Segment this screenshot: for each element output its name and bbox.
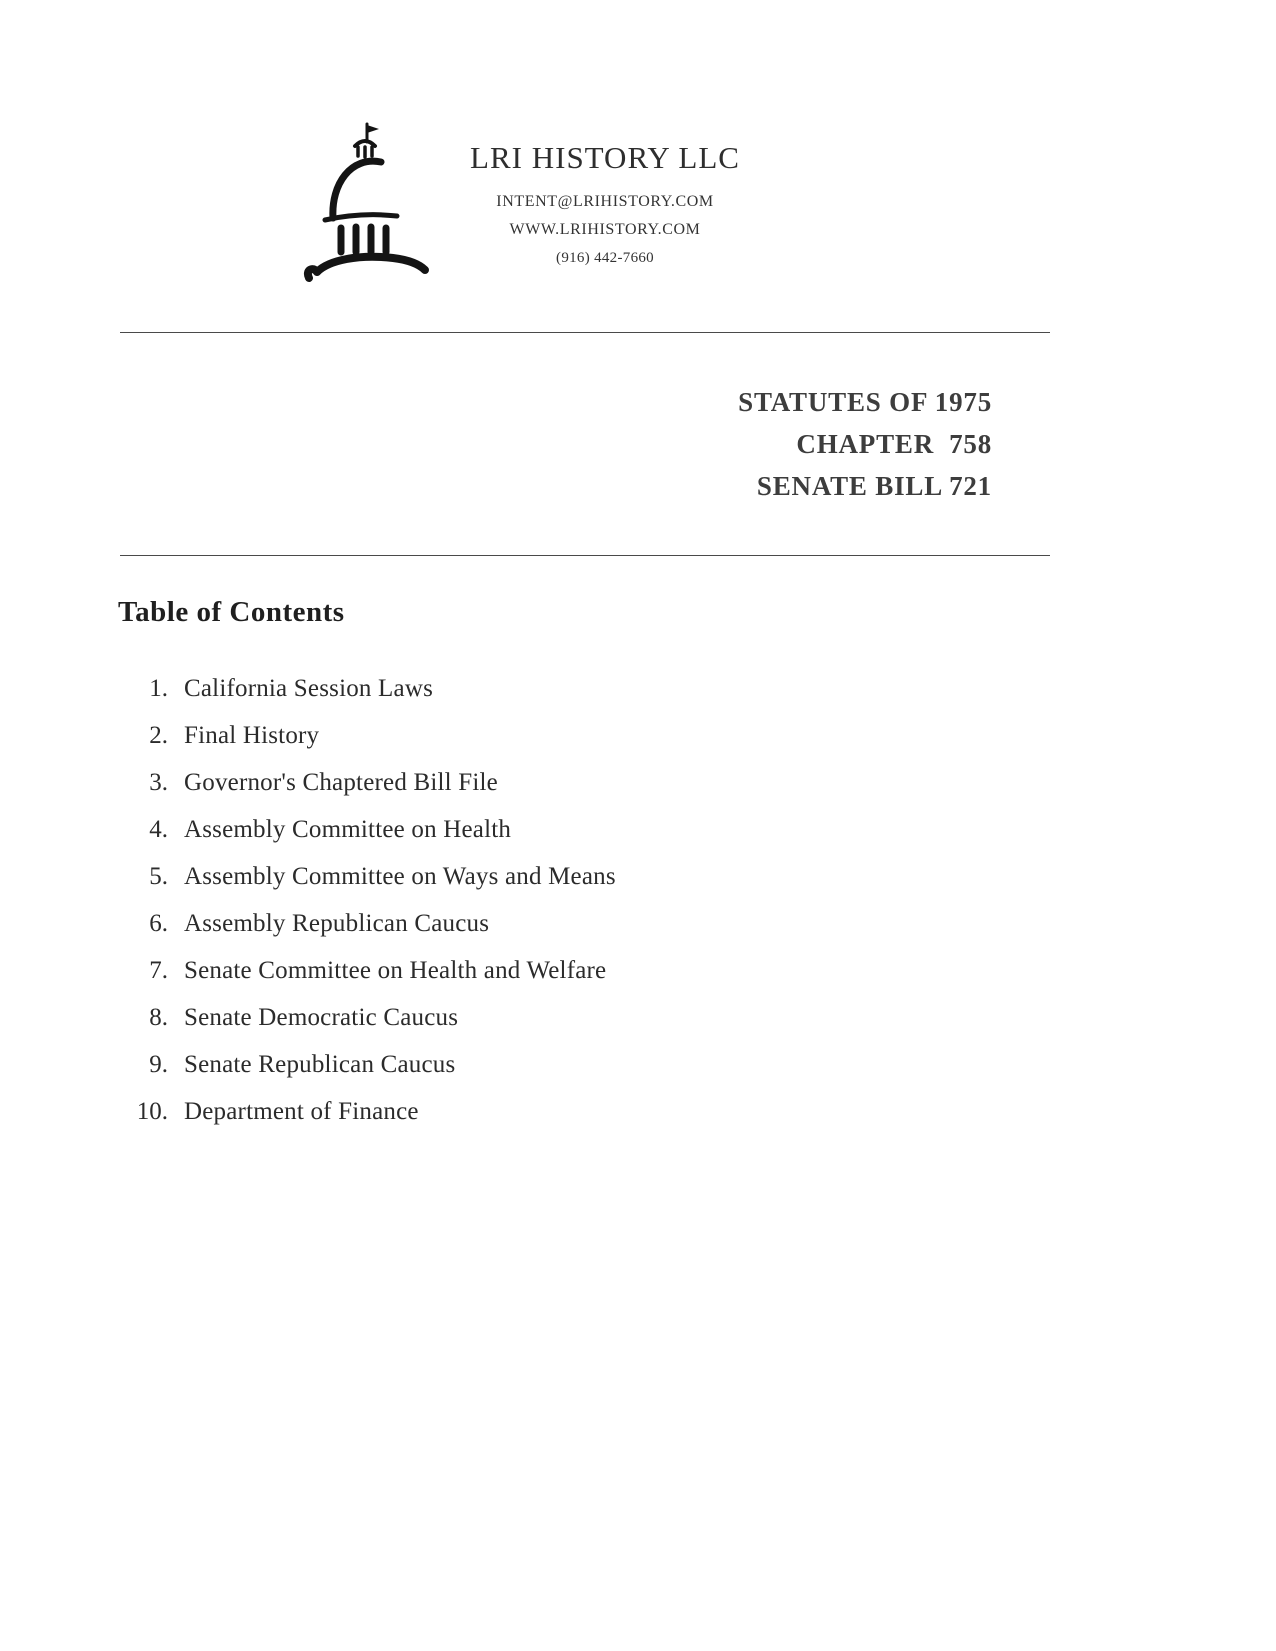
toc-title: Table of Contents xyxy=(118,596,345,628)
document-title-block xyxy=(120,333,1050,555)
toc-item-label: Assembly Republican Caucus xyxy=(184,910,490,937)
toc-item xyxy=(118,1088,1276,1135)
toc-item-number: 10. xyxy=(136,1098,168,1125)
toc-item-label: Senate Committee on Health and Welfare xyxy=(184,957,607,984)
toc-item-number: 9. xyxy=(149,1051,168,1078)
toc-item-number: 6. xyxy=(149,910,168,937)
toc-item-number: 4. xyxy=(149,816,168,843)
toc-item xyxy=(118,900,1276,947)
capitol-dome-logo-icon xyxy=(295,120,445,290)
toc-item-label: Department of Finance xyxy=(184,1098,419,1125)
toc-item-number: 8. xyxy=(149,1004,168,1031)
statutes-line: STATUTES OF 1975 xyxy=(738,387,992,417)
toc-item-label: Assembly Committee on Ways and Means xyxy=(184,863,616,890)
letterhead xyxy=(0,0,1276,300)
toc-item-number: 2. xyxy=(149,722,168,749)
toc-item xyxy=(118,759,1276,806)
company-email: INTENT@LRIHISTORY.COM xyxy=(496,193,714,210)
toc-item xyxy=(118,853,1276,900)
table-of-contents xyxy=(118,596,1276,1135)
toc-item-label: Senate Democratic Caucus xyxy=(184,1004,459,1031)
toc-item xyxy=(118,1041,1276,1088)
toc-item-label: Senate Republican Caucus xyxy=(184,1051,456,1078)
toc-item xyxy=(118,806,1276,853)
toc-item xyxy=(118,665,1276,712)
toc-item-number: 3. xyxy=(149,769,168,796)
toc-item-number: 7. xyxy=(149,957,168,984)
divider-bottom xyxy=(120,555,1050,556)
toc-item xyxy=(118,947,1276,994)
toc-item-label: California Session Laws xyxy=(184,675,434,702)
toc-item-label: Final History xyxy=(184,722,320,749)
toc-item xyxy=(118,994,1276,1041)
company-name: LRI HISTORY LLC xyxy=(470,140,740,175)
toc-item xyxy=(118,712,1276,759)
toc-item-number: 1. xyxy=(149,675,168,702)
chapter-line: CHAPTER 758 xyxy=(796,429,992,459)
toc-item-number: 5. xyxy=(149,863,168,890)
senate-bill-line: SENATE BILL 721 xyxy=(756,471,992,501)
toc-list xyxy=(118,665,1276,1135)
toc-item-label: Assembly Committee on Health xyxy=(184,816,512,843)
letterhead-text-block xyxy=(450,140,760,272)
company-phone: (916) 442-7660 xyxy=(556,250,654,266)
company-website: WWW.LRIHISTORY.COM xyxy=(509,221,701,238)
toc-item-label: Governor's Chaptered Bill File xyxy=(184,769,498,796)
